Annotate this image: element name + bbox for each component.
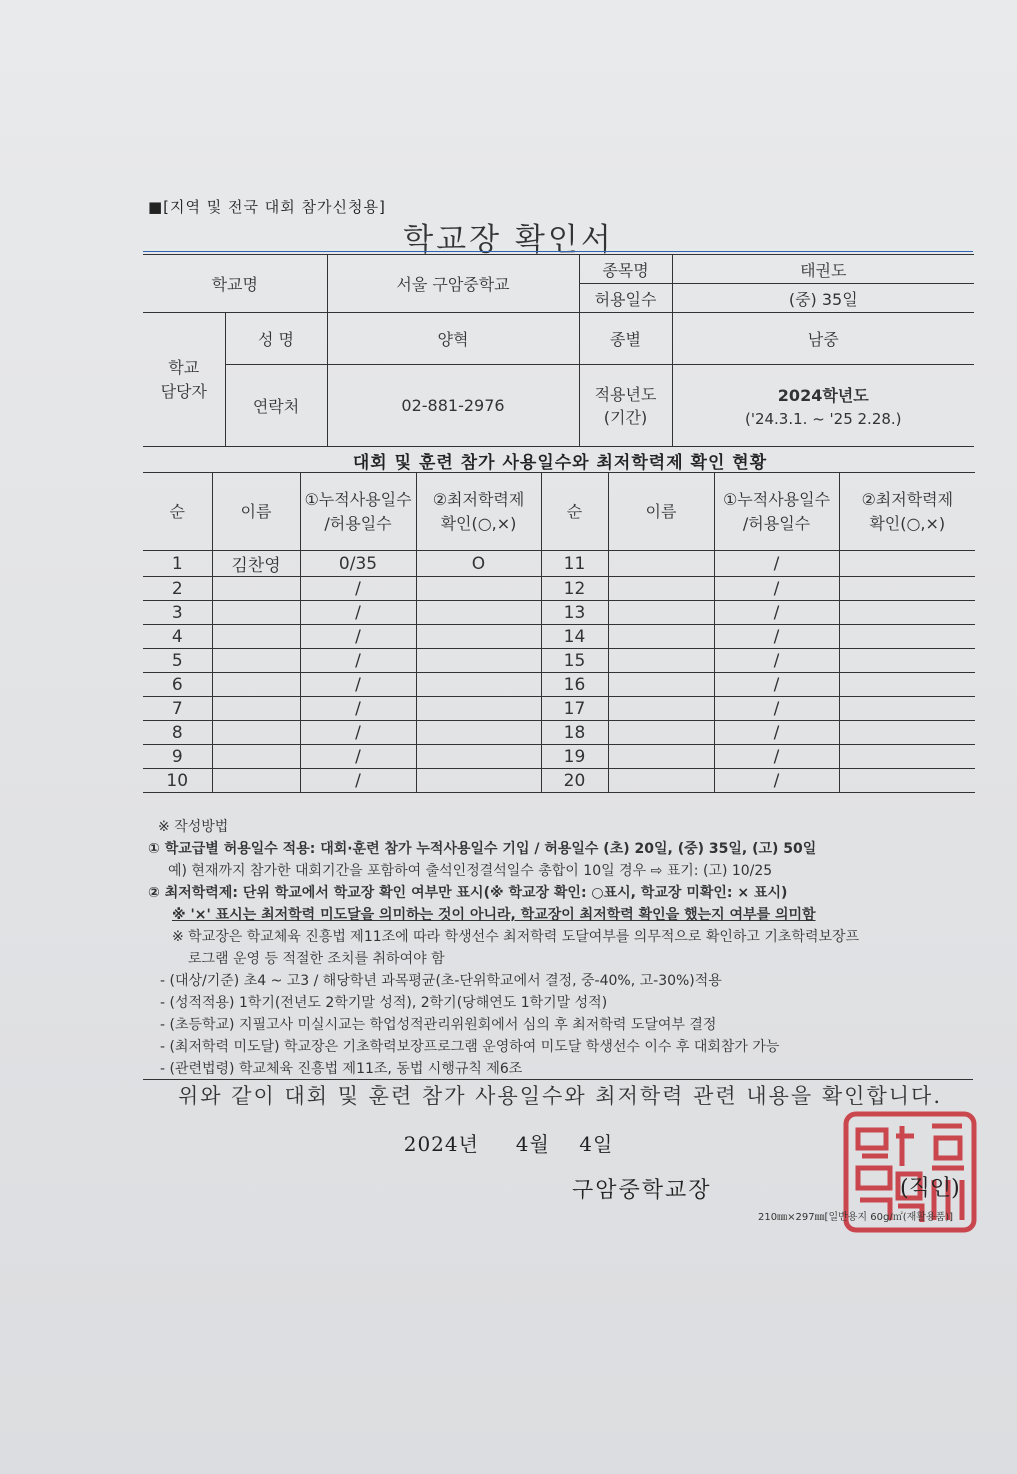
row-check xyxy=(416,721,541,745)
row-check xyxy=(839,649,975,673)
row-days: / xyxy=(714,673,839,697)
row-num: 8 xyxy=(143,721,212,745)
header-name: 이름 xyxy=(212,473,300,551)
note-2-b2: 로그램 운영 등 적절한 조치를 취하여야 함 xyxy=(188,951,445,967)
type-label: 종별 xyxy=(579,313,672,365)
row-num: 9 xyxy=(143,745,212,769)
school-info-table xyxy=(143,254,974,447)
row-check xyxy=(416,649,541,673)
row-check xyxy=(839,769,975,793)
header-num-2: 순 xyxy=(541,473,608,551)
row-days: / xyxy=(300,625,416,649)
header-check-2: ②최저학력제 확인(○,×) xyxy=(839,473,975,551)
row-days: / xyxy=(714,745,839,769)
note-1-example: 예) 현재까지 참가한 대회기간을 포함하여 출석인정결석일수 총합이 10일 경우 ⇨ 표기: (고) 10/25 xyxy=(168,863,773,879)
row-check: O xyxy=(416,551,541,577)
signer-title: 구암중학교장 xyxy=(572,1178,712,1203)
table-row xyxy=(143,577,975,601)
document-title: 학교장 확인서 xyxy=(403,222,614,258)
table-row xyxy=(143,649,975,673)
row-name xyxy=(212,673,300,697)
row-name xyxy=(608,577,714,601)
note-2-b1: ※ 학교장은 학교체육 진흥법 제11조에 따라 학생선수 최저학력 도달여부를 의무적으로 확인하고 기초학력보장프 xyxy=(172,929,860,945)
date-month: 4월 xyxy=(515,1132,550,1156)
row-check xyxy=(416,601,541,625)
row-name xyxy=(212,577,300,601)
row-check xyxy=(839,673,975,697)
document-tag: ■[지역 및 전국 대회 참가신청용] xyxy=(148,198,386,216)
row-check xyxy=(416,697,541,721)
contact-label: 연락처 xyxy=(225,365,327,447)
header-check: ②최저학력제 확인(○,×) xyxy=(416,473,541,551)
row-num: 13 xyxy=(541,601,608,625)
header-days: ①누적사용일수 /허용일수 xyxy=(300,473,416,551)
row-name xyxy=(212,721,300,745)
row-check xyxy=(416,625,541,649)
row-check xyxy=(839,721,975,745)
paper-spec-footer: 210㎜×297㎜[일반용지 60g/㎡(재활용품)] xyxy=(758,1212,954,1223)
header-num: 순 xyxy=(143,473,212,551)
notes-heading: ※ 작성방법 xyxy=(158,819,229,835)
note-detail-5: - (관련법령) 학교체육 진흥법 제11조, 동법 시행규칙 제6조 xyxy=(160,1061,523,1077)
type-value: 남중 xyxy=(672,313,974,365)
row-name xyxy=(608,625,714,649)
row-num: 1 xyxy=(143,551,212,577)
row-days: / xyxy=(300,601,416,625)
row-days: / xyxy=(300,769,416,793)
seal-label: (직인) xyxy=(900,1176,960,1201)
row-num: 14 xyxy=(541,625,608,649)
table-row xyxy=(143,625,975,649)
row-check xyxy=(416,673,541,697)
staff-label: 학교 담당자 xyxy=(143,313,225,447)
row-num: 11 xyxy=(541,551,608,577)
row-check xyxy=(416,577,541,601)
table-row xyxy=(143,769,975,793)
row-name xyxy=(608,601,714,625)
school-value: 서울 구암중학교 xyxy=(327,255,579,313)
row-name xyxy=(212,697,300,721)
date-year: 2024년 xyxy=(403,1132,479,1156)
writing-instructions xyxy=(148,816,978,1080)
note-detail-3: - (초등학교) 지필고사 미실시교는 학업성적관리위원회에서 심의 후 최저학력 도달여부 결정 xyxy=(160,1017,717,1033)
header-days-2: ①누적사용일수 /허용일수 xyxy=(714,473,839,551)
note-detail-2: - (성적적용) 1학기(전년도 2학기말 성적), 2학기(당해연도 1학기말 성적) xyxy=(160,995,608,1011)
row-days: / xyxy=(714,577,839,601)
event-value: 태권도 xyxy=(672,255,974,284)
row-num: 6 xyxy=(143,673,212,697)
header-name-2: 이름 xyxy=(608,473,714,551)
table-row xyxy=(143,721,975,745)
row-name xyxy=(212,649,300,673)
row-check xyxy=(416,769,541,793)
row-name xyxy=(608,551,714,577)
row-days: / xyxy=(300,577,416,601)
row-name xyxy=(608,769,714,793)
date-day: 4일 xyxy=(579,1132,614,1156)
row-name xyxy=(212,601,300,625)
row-num: 18 xyxy=(541,721,608,745)
note-detail-4: - (최저학력 미도달) 학교장은 기초학력보장프로그램 운영하여 미도달 학생선수 이수 후 대회참가 가능 xyxy=(160,1039,780,1055)
year-period: ('24.3.1. ~ '25 2.28.) xyxy=(744,410,902,428)
row-num: 20 xyxy=(541,769,608,793)
row-days: 0/35 xyxy=(300,551,416,577)
row-num: 19 xyxy=(541,745,608,769)
note-1: ① 학교급별 허용일수 적용: 대회·훈련 참가 누적사용일수 기입 / 허용일수 (초) 20일, (중) 35일, (고) 50일 xyxy=(148,841,817,857)
confirmation-text: 위와 같이 대회 및 훈련 참가 사용일수와 최저학력 관련 내용을 확인합니다. xyxy=(177,1084,942,1108)
event-label: 종목명 xyxy=(579,255,672,284)
row-days: / xyxy=(300,673,416,697)
row-name xyxy=(608,745,714,769)
row-days: / xyxy=(300,697,416,721)
row-num: 15 xyxy=(541,649,608,673)
year-cell xyxy=(672,365,974,447)
row-days: / xyxy=(714,769,839,793)
row-check xyxy=(839,745,975,769)
school-label: 학교명 xyxy=(143,255,327,313)
row-name xyxy=(212,769,300,793)
row-num: 16 xyxy=(541,673,608,697)
row-num: 17 xyxy=(541,697,608,721)
row-check xyxy=(839,697,975,721)
title-rule xyxy=(143,251,973,252)
row-check xyxy=(416,745,541,769)
table-row xyxy=(143,551,975,577)
row-name xyxy=(608,649,714,673)
row-name xyxy=(608,673,714,697)
section-title: 대회 및 훈련 참가 사용일수와 최저학력제 확인 현황 xyxy=(352,453,768,473)
year-value: 2024학년도 xyxy=(777,386,869,405)
row-name xyxy=(212,745,300,769)
row-days: / xyxy=(714,721,839,745)
row-num: 7 xyxy=(143,697,212,721)
table-row xyxy=(143,601,975,625)
row-days: / xyxy=(300,649,416,673)
participation-table xyxy=(143,472,975,793)
row-name xyxy=(608,697,714,721)
row-days: / xyxy=(714,649,839,673)
row-days: / xyxy=(300,721,416,745)
row-days: / xyxy=(714,697,839,721)
row-name xyxy=(212,625,300,649)
row-check xyxy=(839,577,975,601)
row-check xyxy=(839,625,975,649)
row-check xyxy=(839,551,975,577)
name-value: 양혁 xyxy=(327,313,579,365)
name-label: 성 명 xyxy=(225,313,327,365)
note-2-a: ※ '×' 표시는 최저학력 미도달을 의미하는 것이 아니라, 학교장이 최저학력 확인을 했는지 여부를 의미함 xyxy=(172,907,816,923)
note-2: ② 최저학력제: 단위 학교에서 학교장 확인 여부만 표시(※ 학교장 확인: ○표시, 학교장 미확인: × 표시) xyxy=(148,885,788,901)
row-num: 12 xyxy=(541,577,608,601)
year-label: 적용년도 (기간) xyxy=(579,365,672,447)
note-detail-1: - (대상/기준) 초4 ~ 고3 / 해당학년 과목평균(초-단위학교에서 결정, 중-40%, 고-30%)적용 xyxy=(160,973,722,989)
participation-rows xyxy=(143,551,975,793)
row-days: / xyxy=(714,625,839,649)
row-name: 김찬영 xyxy=(212,551,300,577)
row-num: 4 xyxy=(143,625,212,649)
contact-value: 02-881-2976 xyxy=(327,365,579,447)
row-num: 2 xyxy=(143,577,212,601)
row-days: / xyxy=(300,745,416,769)
row-days: / xyxy=(714,551,839,577)
table-row xyxy=(143,673,975,697)
row-num: 3 xyxy=(143,601,212,625)
row-num: 5 xyxy=(143,649,212,673)
days-value: (중) 35일 xyxy=(672,284,974,313)
table-row xyxy=(143,745,975,769)
row-name xyxy=(608,721,714,745)
days-label: 허용일수 xyxy=(579,284,672,313)
row-num: 10 xyxy=(143,769,212,793)
table-row xyxy=(143,697,975,721)
row-check xyxy=(839,601,975,625)
row-days: / xyxy=(714,601,839,625)
